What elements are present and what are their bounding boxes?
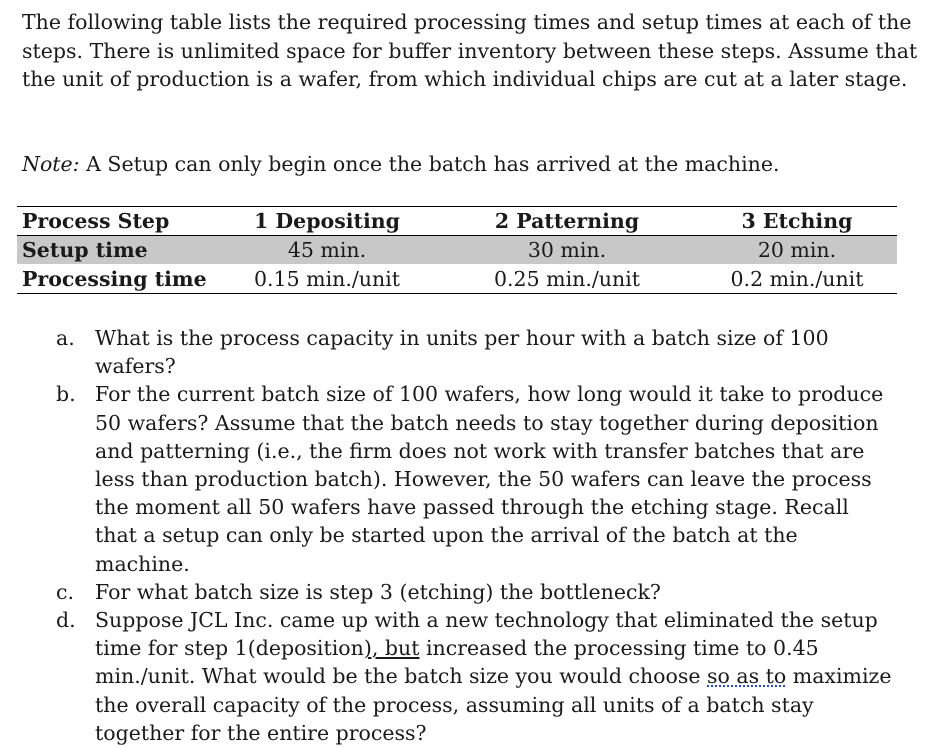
question-text: What is the process capacity in units per hour with a batch size of 100 wafers? — [95, 326, 829, 379]
table-row-setup-time — [17, 236, 897, 265]
header-step-2: 2 Patterning — [437, 207, 697, 236]
question-d — [56, 606, 892, 747]
process-table — [17, 206, 897, 294]
table-cell: 0.2 min./unit — [730, 266, 864, 291]
note-label: Note: — [22, 152, 80, 176]
header-process-step: Process Step — [17, 207, 217, 236]
table-cell: 20 min. — [697, 236, 897, 265]
question-text-part-2: increased the processing time to 0.45 min./unit. What would be the batch size you would choose — [95, 636, 819, 689]
table-row-processing-time — [17, 264, 897, 294]
question-c — [56, 578, 892, 606]
question-list — [56, 324, 892, 747]
question-b — [56, 380, 892, 577]
note-paragraph — [22, 150, 922, 178]
list-marker: d. — [56, 608, 76, 633]
question-text: For what batch size is step 3 (etching) the bottleneck? — [95, 579, 661, 604]
list-marker: b. — [56, 382, 76, 407]
question-text: For the current batch size of 100 wafers, how long would it take to produce 50 wafers? Assume that the batch needs to stay together during deposition and patterning (i.e., the firm does not work with transfer batches that are less than production batch). However, the 50 wafers can leave the process the moment all 50 wafers have passed through the etching stage. Recall that a setup can only be started upon the arrival of the batch at the machine. — [95, 382, 884, 576]
note-text: A Setup can only begin once the batch has arrived at the machine. — [79, 152, 780, 176]
list-marker: c. — [56, 579, 74, 604]
list-marker: a. — [56, 326, 75, 350]
table-header-row — [17, 207, 897, 236]
question-text-part-1: Suppose JCL Inc. came up with a new technology that eliminated the setup time for step 1(deposition — [95, 608, 878, 661]
question-text-part-3: maximize the overall capacity of the process, assuming all units of a batch stay together for the entire process? — [95, 664, 892, 745]
header-step-1: 1 Depositing — [217, 207, 437, 236]
table-cell: 30 min. — [437, 236, 697, 265]
table-cell: 0.15 min./unit — [254, 266, 400, 291]
underlined-text: ), but — [363, 636, 420, 661]
table-cell: 45 min. — [217, 236, 437, 265]
table-cell: 0.25 min./unit — [494, 266, 640, 291]
dotted-underlined-text: so as to — [707, 664, 787, 689]
intro-paragraph: The following table lists the required processing times and setup times at each of the steps. There is unlimited space for buffer inventory between these steps. Assume that the unit of production is a wafer, from which individual chips are cut at a later stage. — [22, 10, 918, 91]
question-a — [56, 324, 892, 380]
row-label: Setup time — [17, 236, 217, 265]
header-step-3: 3 Etching — [697, 207, 897, 236]
row-label: Processing time — [22, 266, 207, 291]
